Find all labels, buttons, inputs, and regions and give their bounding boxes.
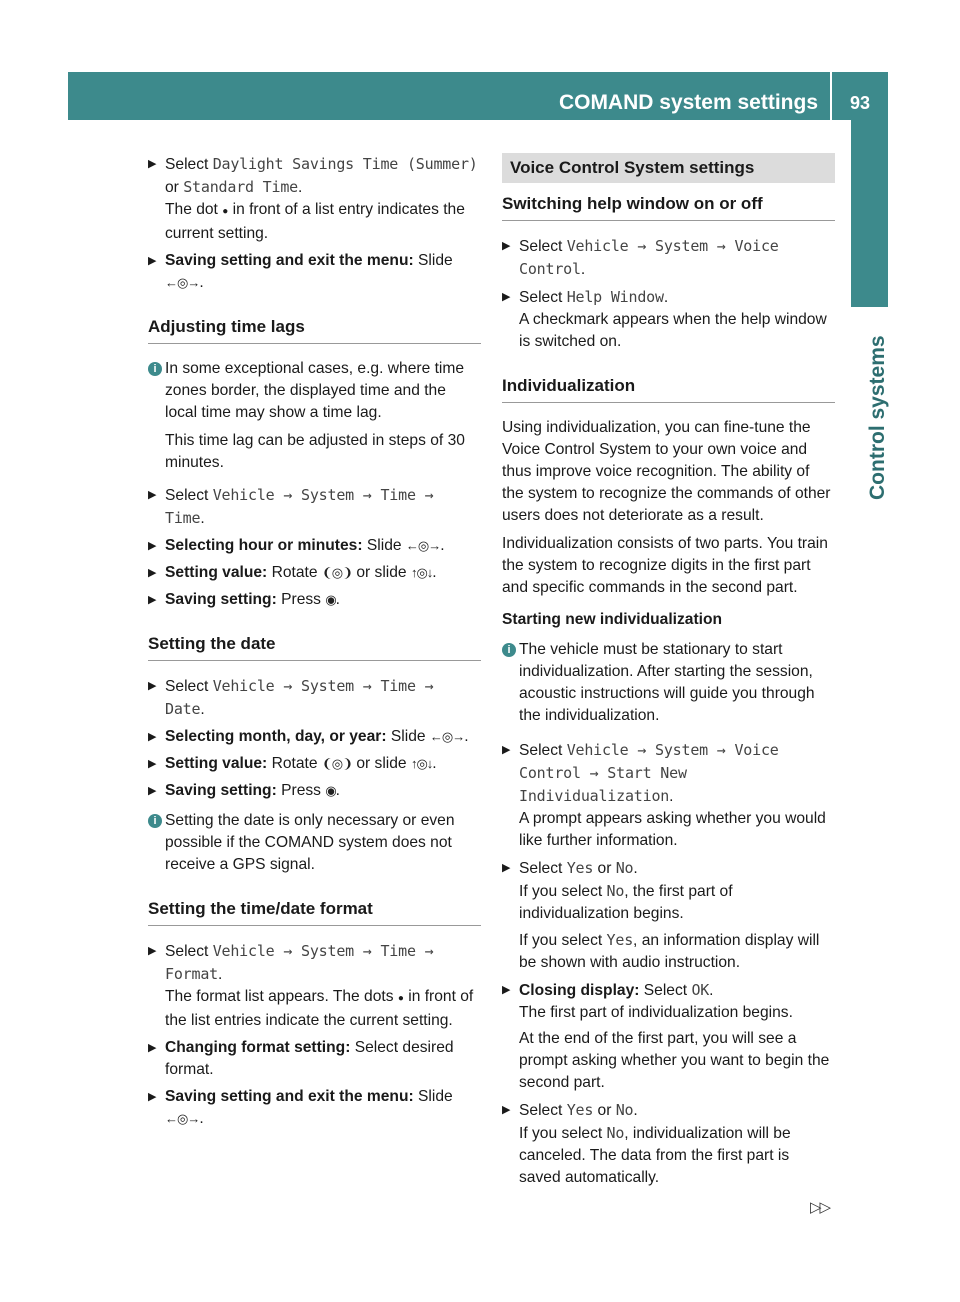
arrow-right-icon: ▶ (148, 567, 157, 579)
step-change-format: ▶ Changing format setting: Select desired format. (148, 1039, 454, 1078)
arrow-right-icon: ▶ (502, 744, 511, 756)
press-controller-icon: ◉ (325, 592, 336, 607)
step-set-value-date: ▶ Setting value: Rotate ❨◎❩ or slide ↑◎↓. (148, 753, 481, 775)
continue-arrows-icon: ▷▷ (810, 1199, 830, 1216)
page-header (68, 72, 888, 120)
slide-updown-controller-icon: ↑◎↓ (410, 756, 433, 771)
step-select-date: ▶ Select Vehicle → System → Time → Date. (148, 677, 434, 718)
heading-time-lags: Adjusting time lags (148, 316, 481, 344)
section-title: COMAND system settings (558, 91, 818, 114)
arrow-right-icon: ▶ (148, 489, 157, 501)
arrow-right-icon: ▶ (148, 255, 157, 267)
slide-controller-icon: ←◎→ (165, 1111, 200, 1126)
info-icon: i (148, 362, 162, 376)
step-select-yes-no-2: ▶ Select Yes or No. If you select No, individualization will be canceled. The data from the first part is saved automatically. (502, 1101, 791, 1186)
heading-setting-date: Setting the date (148, 633, 481, 661)
side-tab-label-box (848, 310, 888, 510)
step-save-format: ▶ Saving setting and exit the menu: Slide ←◎→. (148, 1088, 453, 1127)
step-select-time: ▶ Select Vehicle → System → Time → Time. (148, 486, 434, 527)
arrow-right-icon: ▶ (148, 758, 157, 770)
step-select-month: ▶ Selecting month, day, or year: Slide ←◎→. (148, 726, 481, 748)
side-tab (851, 120, 888, 307)
slide-controller-icon: ←◎→ (165, 275, 200, 290)
heading-help-window: Switching help window on or off (502, 193, 835, 221)
step-closing-display: ▶ Closing display: Select OK. The first part of individualization begins. At the end of the first part, you will see a prompt asking whether you want to begin the second part. (502, 979, 835, 1094)
slide-controller-icon: ←◎→ (429, 729, 465, 744)
step-save-date: ▶ Saving setting: Press ◉. (148, 780, 481, 802)
step-select-voice-control: ▶ Select Vehicle → System → Voice Control. (502, 237, 779, 278)
right-column (502, 153, 835, 1194)
info-gps: i Setting the date is only necessary or even possible if the COMAND system does not receive a GPS signal. (148, 810, 481, 876)
arrow-right-icon: ▶ (502, 291, 511, 303)
arrow-right-icon: ▶ (502, 1104, 511, 1116)
step-select-dst: ▶ Select Daylight Savings Time (Summer) or Standard Time. The dot ● in front of a list entry indicates the current setting. (148, 155, 478, 242)
arrow-right-icon: ▶ (502, 862, 511, 874)
arrow-right-icon: ▶ (502, 240, 511, 252)
arrow-right-icon: ▶ (148, 594, 157, 606)
arrow-right-icon: ▶ (148, 158, 157, 170)
arrow-right-icon: ▶ (148, 945, 157, 957)
info-stationary: i The vehicle must be stationary to start individualization. After starting the session, acoustic instructions will guide you through the individualization. (502, 639, 835, 727)
slide-updown-controller-icon: ↑◎↓ (410, 565, 433, 580)
step-start-individualization: ▶ Select Vehicle → System → Voice Control → Start New Individualization. A prompt appears asking whether you would like further information. (502, 741, 826, 849)
info-icon: i (502, 643, 516, 657)
note-end-first-part: At the end of the first part, you will see a prompt asking whether you want to begin the second part. (519, 1030, 830, 1091)
header-divider (830, 72, 832, 120)
dot-icon: ● (397, 993, 404, 1004)
heading-individualization: Individualization (502, 375, 835, 403)
side-tab-label: Control systems (866, 335, 889, 500)
arrow-right-icon: ▶ (148, 540, 157, 552)
step-select-hour: ▶ Selecting hour or minutes: Slide ←◎→. (148, 535, 481, 557)
step-select-yes-no-1: ▶ Select Yes or No. If you select No, the first part of individualization begins. If you select Yes, an information display will be shown with audio instruction. (502, 857, 835, 974)
info-time-lag: i In some exceptional cases, e.g. where time zones border, the displayed time and the local time may show a time lag. This time lag can be adjusted in steps of 30 minutes. (148, 358, 481, 474)
heading-time-format: Setting the time/date format (148, 898, 481, 926)
arrow-right-icon: ▶ (148, 731, 157, 743)
arrow-right-icon: ▶ (148, 1091, 157, 1103)
note-select-yes: If you select Yes, an information display will be shown with audio instruction. (519, 931, 820, 971)
left-column (148, 153, 481, 1135)
arrow-right-icon: ▶ (148, 1042, 157, 1054)
subheading-start-new: Starting new individualization (502, 611, 723, 628)
paragraph-individualization-parts: Individualization consists of two parts. You train the system to recognize digits in the first part and specific commands in the second part. (502, 535, 828, 596)
arrow-right-icon: ▶ (502, 984, 511, 996)
rotate-controller-icon: ❨◎❩ (321, 756, 352, 771)
step-save-exit: ▶ Saving setting and exit the menu: Slide ←◎→. (148, 252, 453, 291)
arrow-right-icon: ▶ (148, 680, 157, 692)
arrow-right-icon: ▶ (148, 785, 157, 797)
step-set-value-time: ▶ Setting value: Rotate ❨◎❩ or slide ↑◎↓. (148, 562, 481, 584)
step-save-time: ▶ Saving setting: Press ◉. (148, 589, 481, 611)
paragraph-individualization-intro: Using individualization, you can fine-tune the Voice Control System to your own voice and thus improve voice recognition. The ability of the system to recognize the commands of other users does not deteriorate as a result. (502, 419, 831, 524)
page-number: 93 (849, 93, 870, 113)
step-select-format: ▶ Select Vehicle → System → Time → Format. The format list appears. The dots ● in front of the list entries indicate the current setting. (148, 942, 474, 1029)
step-select-help-window: ▶ Select Help Window. A checkmark appears when the help window is switched on. (502, 288, 827, 350)
rotate-controller-icon: ❨◎❩ (321, 565, 352, 580)
info-icon: i (148, 814, 162, 828)
section-box-voice-control: Voice Control System settings (502, 153, 835, 183)
press-controller-icon: ◉ (325, 783, 336, 798)
slide-controller-icon: ←◎→ (405, 538, 441, 553)
dot-icon: ● (222, 206, 229, 217)
